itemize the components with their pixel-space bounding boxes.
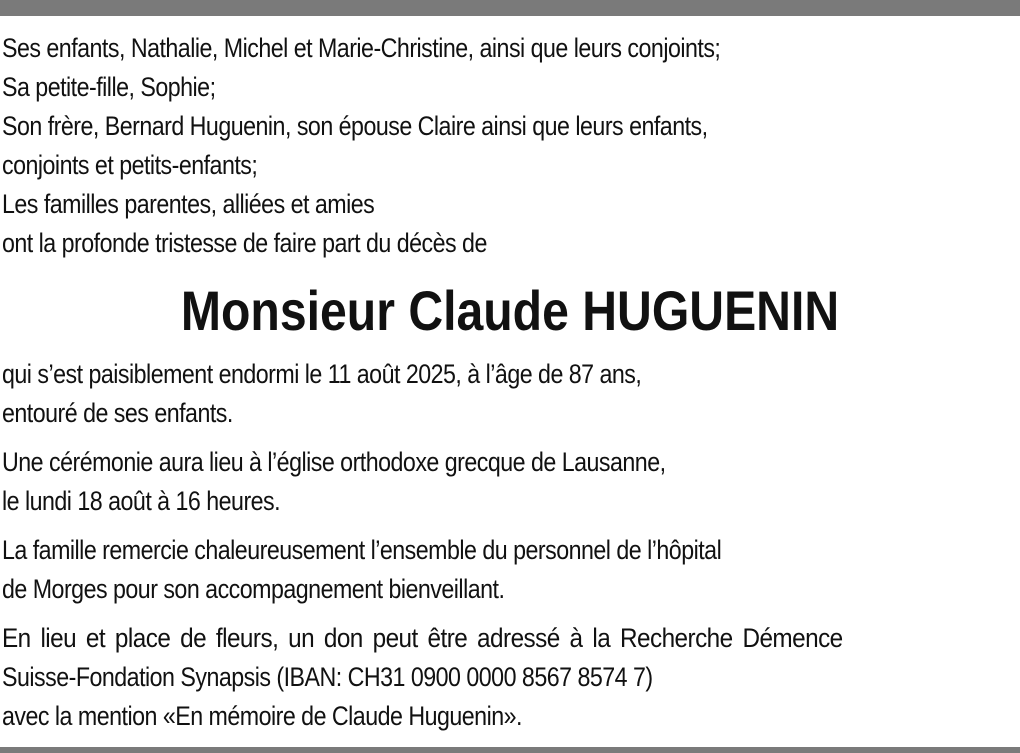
death-line: qui s’est paisiblement endormi le 11 août 2025, à l’âge de 87 ans,	[2, 359, 642, 389]
paragraph-gap	[2, 521, 1018, 531]
thanks-line: de Morges pour son accompagnement bienveillant.	[2, 574, 505, 604]
thanks-paragraph	[2, 531, 1018, 609]
thanks-line: La famille remercie chaleureusement l’ensemble du personnel de l’hôpital	[2, 535, 722, 565]
death-line: entouré de ses enfants.	[2, 398, 233, 428]
donation-paragraph	[2, 619, 1018, 736]
intro-line: Son frère, Bernard Huguenin, son épouse Claire ainsi que leurs enfants,	[2, 111, 708, 141]
ceremony-line: le lundi 18 août à 16 heures.	[2, 486, 281, 516]
donation-line: Suisse-Fondation Synapsis (IBAN: CH31 0900 0000 8567 8574 7)	[2, 662, 653, 692]
deceased-name: Monsieur Claude HUGUENIN	[180, 279, 840, 342]
intro-line: ont la profonde tristesse de faire part du décès de	[2, 228, 487, 258]
ceremony-line: Une cérémonie aura lieu à l’église orthodoxe grecque de Lausanne,	[2, 447, 666, 477]
top-border	[0, 0, 1020, 16]
family-announcement	[2, 29, 1018, 263]
paragraph-gap	[2, 433, 1018, 443]
bottom-border	[0, 747, 1020, 753]
paragraph-gap	[2, 609, 1018, 619]
ceremony-paragraph	[2, 443, 1018, 521]
donation-line: avec la mention «En mémoire de Claude Huguenin».	[2, 701, 522, 731]
intro-line: Ses enfants, Nathalie, Michel et Marie-Christine, ainsi que leurs conjoints;	[2, 33, 721, 63]
intro-line: Sa petite-fille, Sophie;	[2, 72, 216, 102]
obituary-notice	[2, 29, 1018, 736]
death-paragraph	[2, 355, 1018, 433]
donation-line: En lieu et place de fleurs, un don peut être adressé à la Recherche Démence	[2, 623, 843, 653]
intro-line: conjoints et petits-enfants;	[2, 150, 258, 180]
intro-line: Les familles parentes, alliées et amies	[2, 189, 375, 219]
